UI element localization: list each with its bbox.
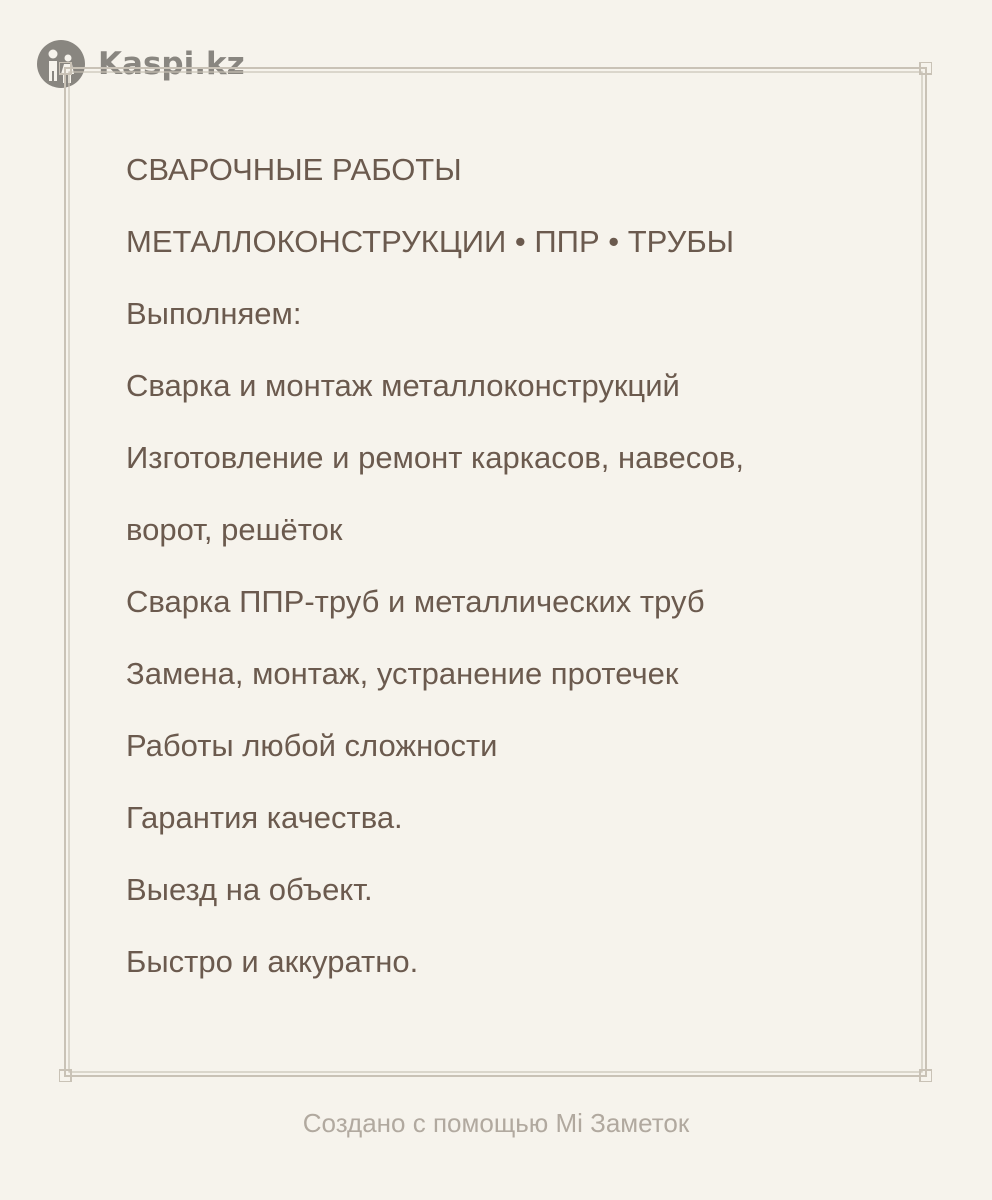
note-line: СВАРОЧНЫЕ РАБОТЫ	[126, 152, 462, 187]
footer-credit: Создано с помощью Mi Заметок	[302, 1108, 690, 1138]
note-line: Работы любой сложности	[126, 728, 498, 763]
kaspi-watermark-text: Kaspi.kz	[98, 46, 245, 82]
note-line: Сварка ППР-труб и металлических труб	[126, 584, 705, 619]
note-line: Сварка и монтаж металлоконструкций	[126, 368, 680, 403]
note-line: Замена, монтаж, устранение протечек	[126, 656, 679, 691]
note-line: Выполняем:	[126, 296, 302, 331]
note-line: Изготовление и ремонт каркасов, навесов,	[126, 440, 744, 475]
note-body	[126, 134, 886, 998]
note-line: Быстро и аккуратно.	[126, 944, 419, 979]
note-line: Гарантия качества.	[126, 800, 403, 835]
note-line: ворот, решёток	[126, 512, 343, 547]
note-line: МЕТАЛЛОКОНСТРУКЦИИ • ППР • ТРУБЫ	[126, 224, 735, 259]
note-line: Выезд на объект.	[126, 872, 373, 907]
